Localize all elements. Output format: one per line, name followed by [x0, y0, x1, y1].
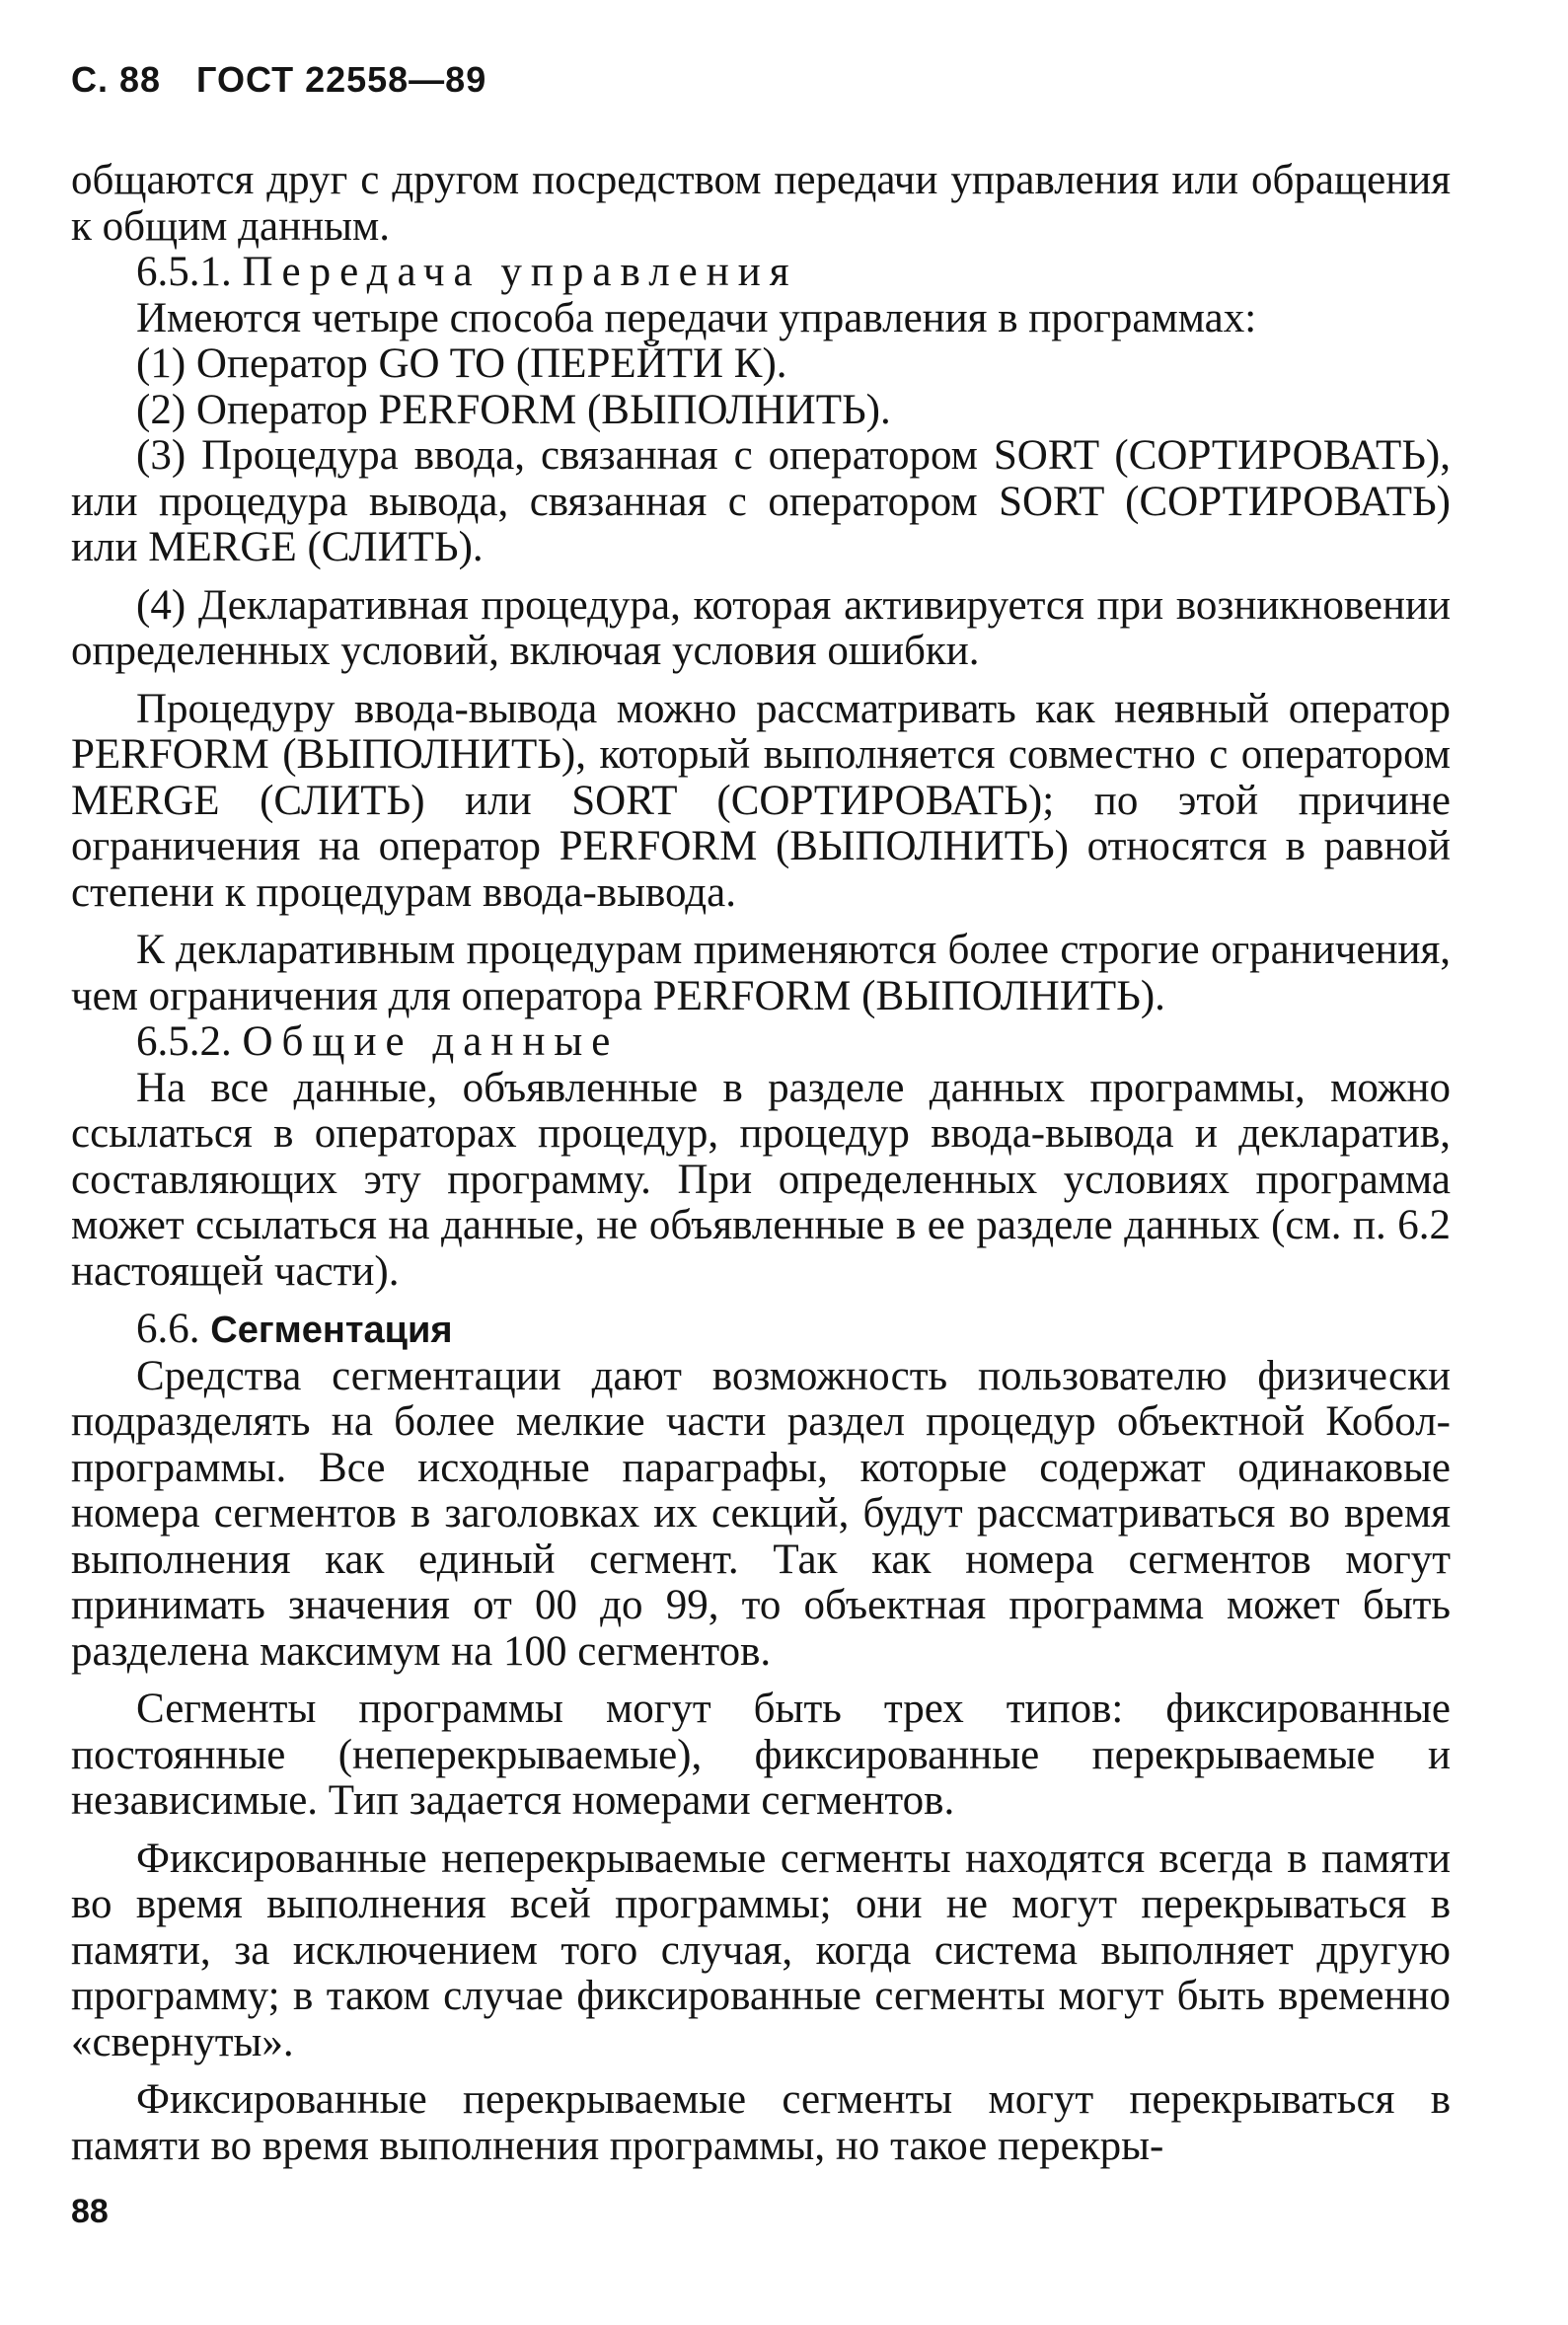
section-heading-6-5-1: [71, 250, 1451, 296]
section-heading-6-5-2: [71, 1019, 1451, 1066]
page-number: 88: [71, 2193, 109, 2230]
paragraph: Фиксированные неперекрываемые сегменты находятся всегда в памяти во время выполнения всей программы; они не могут перекрываться в памяти, за исключением того случая, когда система выполняет другую программу; в таком случае фиксированные сегменты могут быть временно «свернуты».: [71, 1835, 1451, 2065]
header-doc-ref: ГОСТ 22558—89: [196, 59, 487, 100]
paragraph: На все данные, объявленные в разделе данных программы, можно ссылаться в операторах процедур, процедур ввода-вывода и декларатив, составляющих эту программу. При определенных условиях программа может ссылаться на данные, не объявленные в ее разделе данных (см. п. 6.2 настоящей части).: [71, 1064, 1451, 1295]
section-number: 6.5.2.: [136, 1018, 232, 1065]
header-page-ref: С. 88: [71, 59, 162, 100]
paragraph: Фиксированные перекрываемые сегменты могут перекрываться в памяти во время выполнения программы, но такое перекры-: [71, 2076, 1451, 2169]
paragraph: Сегменты программы могут быть трех типов: фиксированные постоянные (неперекрываемые), фиксированные перекрываемые и независимые. Тип задается номерами сегментов.: [71, 1686, 1451, 1824]
paragraph: К декларативным процедурам применяются более строгие ограничения, чем ограничения для оператора PERFORM (ВЫПОЛНИТЬ).: [71, 927, 1451, 1019]
list-item: (2) Оператор PERFORM (ВЫПОЛНИТЬ).: [136, 386, 891, 433]
document-page: [71, 59, 1451, 2169]
section-number: 6.6.: [136, 1306, 200, 1352]
list-item: (3) Процедура ввода, связанная с оператором SORT (СОРТИРОВАТЬ), или процедура вывода, связанная с оператором SORT (СОРТИРОВАТЬ) или MERGE (СЛИТЬ).: [71, 432, 1451, 570]
section-title: Сегментация: [210, 1310, 453, 1351]
paragraph: Средства сегментации дают возможность пользователю физически подразделять на более мелкие части раздел процедур объектной Кобол-программы. Все исходные параграфы, которые содержат одинаковые номера сегментов в заголовках их секций, будут рассматриваться во время выполнения как единый сегмент. Так как номера сегментов могут принимать значения от 00 до 99, то объектная программа может быть разделена максимум на 100 сегментов.: [71, 1352, 1451, 1675]
section-number: 6.5.1.: [136, 249, 232, 295]
section-heading-6-6: [71, 1307, 1451, 1354]
paragraph: общаются друг с другом посредством передачи управления или обращения к общим данным.: [71, 157, 1451, 250]
running-header: [71, 59, 1451, 101]
list-item: (1) Оператор GO TO (ПЕРЕЙТИ К).: [136, 340, 787, 387]
paragraph: Процедуру ввода-вывода можно рассматривать как неявный оператор PERFORM (ВЫПОЛНИТЬ), который выполняется совместно с оператором MERGE (СЛИТЬ) или SORT (СОРТИРОВАТЬ); по этой причине ограничения на оператор PERFORM (ВЫПОЛНИТЬ) относятся в равной степени к процедурам ввода-вывода.: [71, 685, 1451, 916]
section-title: Передача управления: [242, 249, 798, 295]
paragraph: Имеются четыре способа передачи управления в программах:: [136, 294, 1257, 341]
section-title: Общие данные: [242, 1018, 620, 1065]
body-text: [71, 158, 1451, 2169]
list-item: (4) Декларативная процедура, которая активируется при возникновении определенных условий, включая условия ошибки.: [71, 581, 1451, 674]
